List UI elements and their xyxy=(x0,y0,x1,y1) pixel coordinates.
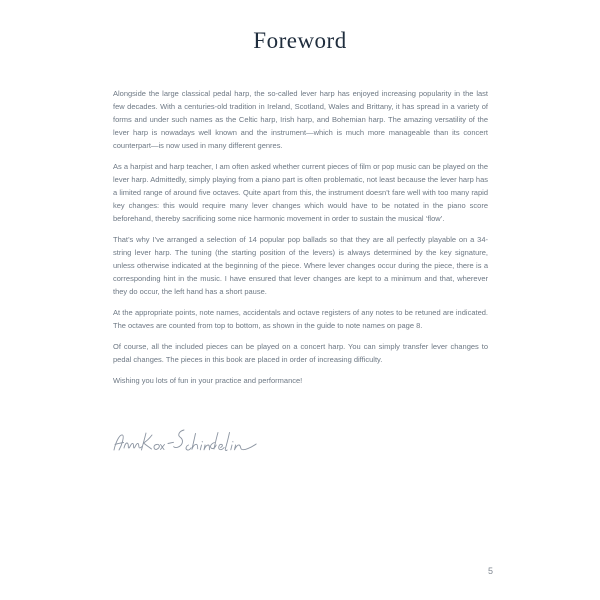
foreword-text xyxy=(113,87,488,395)
signature-name xyxy=(108,472,109,473)
page-number: 5 xyxy=(488,566,494,576)
paragraph-2: As a harpist and harp teacher, I am often asked whether current pieces of film or pop music can be played on the lever harp. Admittedly, simply playing from a piano part is often problematic, not least because the lever harp has a limited range of around five octaves. Quite apart from this, the instrument doesn’t fare well with too many rapid key changes: this would require many lever changes which would have to be notated in the piano score beforehand, thereby sacrificing some nice harmonic movement in order to sustain the musical ‘flow’. xyxy=(113,162,488,223)
paragraph-4: At the appropriate points, note names, accidentals and octave registers of any notes to be retuned are indicated. The octaves are counted from top to bottom, as shown in the guide to note names on page 8. xyxy=(113,308,488,330)
paragraph-6: Wishing you lots of fun in your practice and performance! xyxy=(113,376,303,385)
paragraph-3: That’s why I’ve arranged a selection of 14 popular pop ballads so that they are all perfectly playable on a 34-string lever harp. The tuning (the starting position of the levers) is always determined by the key signature, unless otherwise indicated at the beginning of the piece. Where lever changes occur during the piece, there is a corresponding hint in the music. I have ensured that lever changes are kept to a minimum and that, wherever they do occur, the left hand has a short pause. xyxy=(113,235,488,296)
paragraph-1: Alongside the large classical pedal harp, the so-called lever harp has enjoyed increasing popularity in the last few decades. With a centuries-old tradition in Ireland, Scotland, Wales and Brittany, it has spread in a variety of forms and under such names as the Celtic harp, Irish harp, and Bohemian harp. The amazing versatility of the lever harp is nowadays well known and the instrument—which is much more manageable than its concert counterpart—is now used in many different genres. xyxy=(113,89,488,150)
paragraph-5: Of course, all the included pieces can be played on a concert harp. You can simply transfer lever changes to pedal changes. The pieces in this book are placed in order of increasing difficulty. xyxy=(113,342,488,364)
page-title: Foreword xyxy=(253,28,347,53)
signature xyxy=(108,422,263,472)
signature-handwriting-icon xyxy=(108,422,263,472)
